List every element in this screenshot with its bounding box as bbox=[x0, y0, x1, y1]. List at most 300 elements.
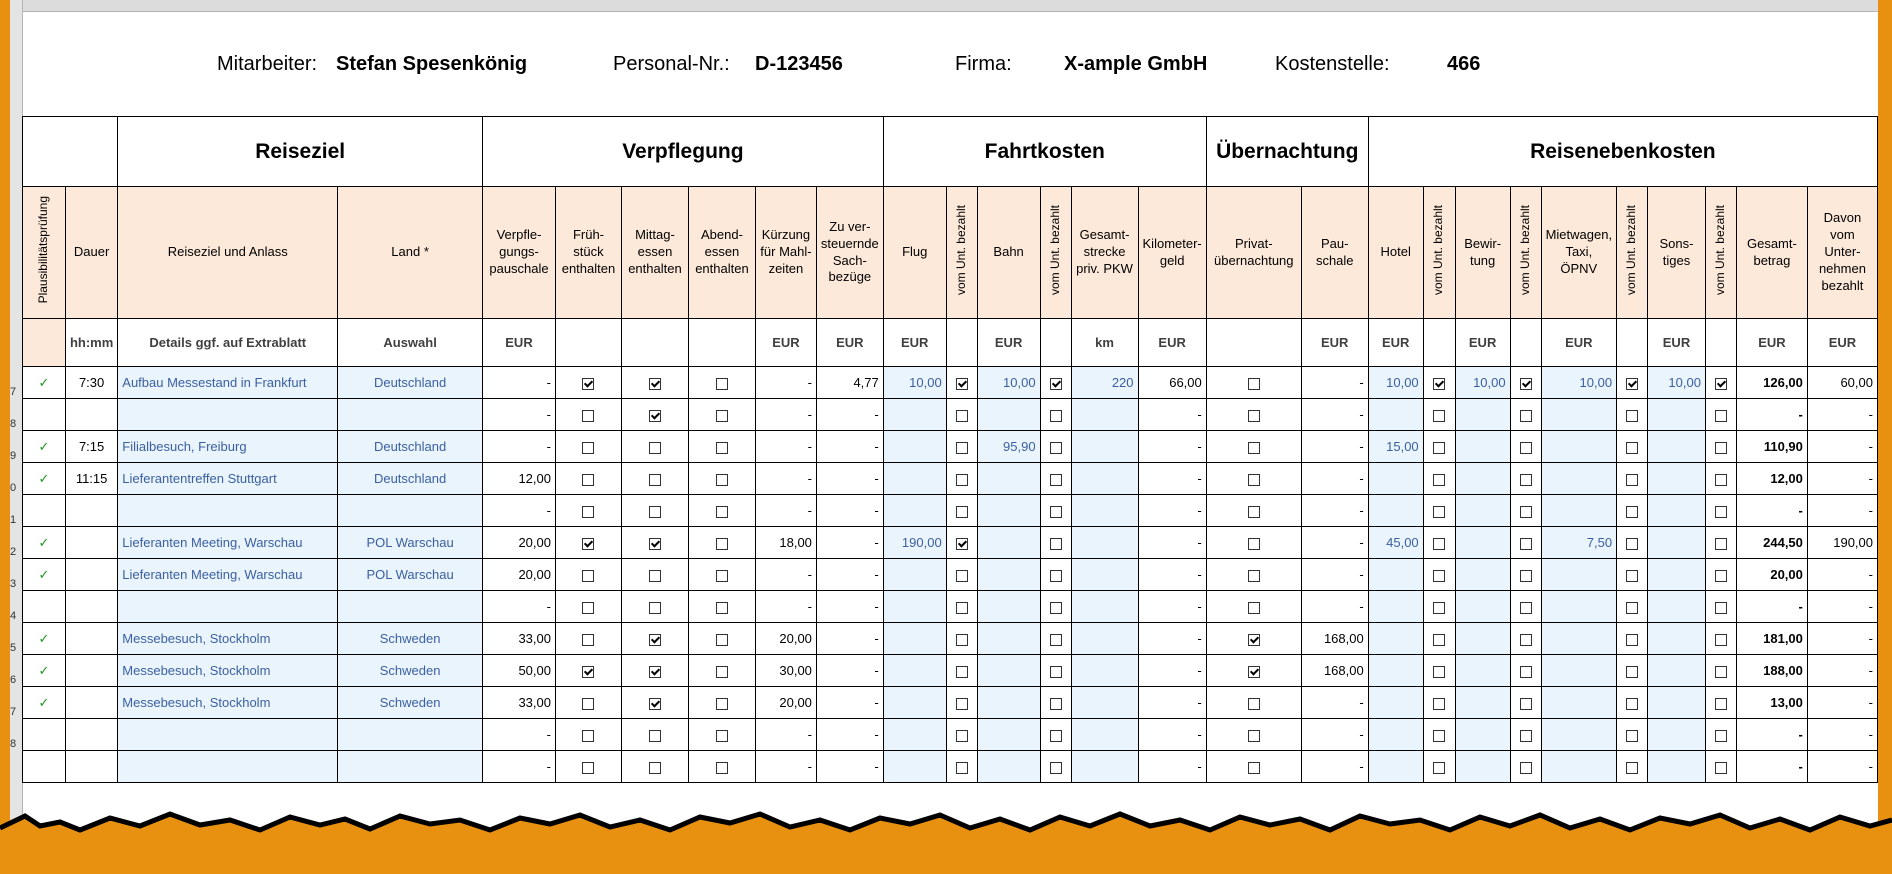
checkbox[interactable] bbox=[649, 634, 661, 646]
checkbox[interactable] bbox=[1248, 538, 1260, 550]
cell-mittag bbox=[621, 719, 688, 751]
cell-bahn[interactable] bbox=[977, 751, 1040, 783]
cell-dauer[interactable] bbox=[65, 623, 117, 655]
cell-dauer[interactable]: 7:15 bbox=[65, 431, 117, 463]
cell-gesamtstrecke[interactable] bbox=[1071, 431, 1138, 463]
checkbox[interactable] bbox=[582, 410, 594, 422]
cell-bewirtung[interactable] bbox=[1455, 751, 1510, 783]
cell-bewirtung[interactable] bbox=[1455, 527, 1510, 559]
cell-mietwagen[interactable] bbox=[1541, 751, 1616, 783]
checkbox[interactable] bbox=[716, 410, 728, 422]
cell-dauer[interactable] bbox=[65, 687, 117, 719]
cell-dauer[interactable] bbox=[65, 399, 117, 431]
checkbox[interactable] bbox=[1433, 602, 1445, 614]
checkbox[interactable] bbox=[582, 474, 594, 486]
checkbox[interactable] bbox=[716, 506, 728, 518]
checkbox[interactable] bbox=[1626, 378, 1638, 390]
cell-dauer[interactable] bbox=[65, 559, 117, 591]
cell-bahn[interactable]: 95,90 bbox=[977, 431, 1040, 463]
checkbox[interactable] bbox=[1520, 378, 1532, 390]
cell-gesamtstrecke[interactable] bbox=[1071, 751, 1138, 783]
cell-reiseziel[interactable]: Messebesuch, Stockholm bbox=[118, 687, 338, 719]
cell-bewirtung[interactable] bbox=[1455, 431, 1510, 463]
cell-reiseziel[interactable]: Messebesuch, Stockholm bbox=[118, 623, 338, 655]
checkbox[interactable] bbox=[716, 666, 728, 678]
cell-bewirtung[interactable] bbox=[1455, 655, 1510, 687]
checkbox[interactable] bbox=[582, 762, 594, 774]
cell-mittag bbox=[621, 399, 688, 431]
checkbox[interactable] bbox=[1050, 666, 1062, 678]
row-number[interactable]: 4 bbox=[10, 609, 17, 622]
cell-flug[interactable] bbox=[883, 463, 946, 495]
cell-reiseziel[interactable] bbox=[118, 495, 338, 527]
checkbox[interactable] bbox=[956, 602, 968, 614]
checkbox[interactable] bbox=[956, 442, 968, 454]
checkbox[interactable] bbox=[649, 378, 661, 390]
cell-flug-paid bbox=[946, 655, 977, 687]
checkbox[interactable] bbox=[1715, 442, 1727, 454]
checkbox[interactable] bbox=[1433, 666, 1445, 678]
checkbox[interactable] bbox=[649, 602, 661, 614]
personnel-number[interactable]: D-123456 bbox=[755, 53, 843, 75]
cell-gesamtbetrag: 181,00 bbox=[1736, 623, 1807, 655]
cell-hotel[interactable] bbox=[1368, 623, 1423, 655]
checkbox[interactable] bbox=[1050, 410, 1062, 422]
cell-sonstiges[interactable] bbox=[1648, 527, 1706, 559]
checkbox[interactable] bbox=[649, 474, 661, 486]
checkbox[interactable] bbox=[1715, 666, 1727, 678]
cell-bewirtung[interactable] bbox=[1455, 623, 1510, 655]
cell-land[interactable] bbox=[338, 751, 483, 783]
cell-mietwagen[interactable] bbox=[1541, 623, 1616, 655]
cell-gesamtstrecke[interactable]: 220 bbox=[1071, 367, 1138, 399]
cell-bewirtung[interactable] bbox=[1455, 687, 1510, 719]
table-row bbox=[23, 687, 1878, 719]
cell-mietwagen-paid bbox=[1617, 623, 1648, 655]
cell-reiseziel[interactable]: Aufbau Messestand in Frankfurt bbox=[118, 367, 338, 399]
cell-bahn[interactable] bbox=[977, 399, 1040, 431]
row-number[interactable]: 1 bbox=[10, 513, 17, 526]
cell-reiseziel[interactable]: Lieferanten Meeting, Warschau bbox=[118, 559, 338, 591]
checkbox[interactable] bbox=[1520, 538, 1532, 550]
cell-flug[interactable] bbox=[883, 751, 946, 783]
checkbox[interactable] bbox=[956, 634, 968, 646]
cell-gesamtstrecke[interactable] bbox=[1071, 719, 1138, 751]
checkbox[interactable] bbox=[1520, 474, 1532, 486]
cell-hotel[interactable] bbox=[1368, 495, 1423, 527]
checkbox[interactable] bbox=[1715, 698, 1727, 710]
cell-sonstiges[interactable] bbox=[1648, 751, 1706, 783]
cell-mietwagen[interactable] bbox=[1541, 399, 1616, 431]
unit-bewirtung: EUR bbox=[1455, 319, 1510, 367]
cell-hotel-paid bbox=[1423, 751, 1455, 783]
checkbox[interactable] bbox=[582, 442, 594, 454]
checkbox[interactable] bbox=[649, 538, 661, 550]
cell-sonstiges[interactable]: 10,00 bbox=[1648, 367, 1706, 399]
checkbox[interactable] bbox=[649, 506, 661, 518]
checkbox[interactable] bbox=[1626, 634, 1638, 646]
row-number[interactable]: 5 bbox=[10, 641, 17, 654]
cell-mietwagen-paid bbox=[1617, 527, 1648, 559]
cell-gesamtstrecke[interactable] bbox=[1071, 463, 1138, 495]
checkbox[interactable] bbox=[1520, 698, 1532, 710]
row-number[interactable]: 6 bbox=[10, 673, 17, 686]
cell-reiseziel[interactable] bbox=[118, 719, 338, 751]
cell-kilometergeld: - bbox=[1138, 495, 1206, 527]
cell-mietwagen[interactable] bbox=[1541, 655, 1616, 687]
cell-bahn[interactable] bbox=[977, 719, 1040, 751]
checkbox[interactable] bbox=[582, 698, 594, 710]
checkbox[interactable] bbox=[956, 570, 968, 582]
cell-dauer[interactable] bbox=[65, 655, 117, 687]
checkbox[interactable] bbox=[1715, 570, 1727, 582]
cell-land[interactable]: Schweden bbox=[338, 623, 483, 655]
cell-bewirtung[interactable] bbox=[1455, 591, 1510, 623]
checkbox[interactable] bbox=[956, 730, 968, 742]
checkbox[interactable] bbox=[1050, 762, 1062, 774]
cell-land[interactable]: Deutschland bbox=[338, 367, 483, 399]
cell-bewirtung[interactable] bbox=[1455, 559, 1510, 591]
checkbox[interactable] bbox=[1248, 762, 1260, 774]
checkbox[interactable] bbox=[1433, 410, 1445, 422]
row-number[interactable]: 7 bbox=[10, 385, 17, 398]
checkbox[interactable] bbox=[1626, 730, 1638, 742]
checkbox[interactable] bbox=[716, 730, 728, 742]
checkbox[interactable] bbox=[1433, 698, 1445, 710]
cell-kuerzung: - bbox=[755, 431, 816, 463]
checkbox[interactable] bbox=[1433, 570, 1445, 582]
checkbox[interactable] bbox=[649, 698, 661, 710]
cell-abend bbox=[688, 431, 755, 463]
checkbox[interactable] bbox=[1050, 698, 1062, 710]
cell-dauer[interactable]: 7:30 bbox=[65, 367, 117, 399]
cell-flug-paid bbox=[946, 527, 977, 559]
checkbox[interactable] bbox=[716, 762, 728, 774]
checkbox[interactable] bbox=[1626, 698, 1638, 710]
cell-dauer[interactable]: 11:15 bbox=[65, 463, 117, 495]
checkbox[interactable] bbox=[1433, 538, 1445, 550]
checkbox[interactable] bbox=[1050, 634, 1062, 646]
cell-flug[interactable] bbox=[883, 655, 946, 687]
cell-gesamtstrecke[interactable] bbox=[1071, 495, 1138, 527]
checkbox[interactable] bbox=[1715, 730, 1727, 742]
checkbox[interactable] bbox=[1520, 570, 1532, 582]
row-number[interactable]: 0 bbox=[10, 481, 17, 494]
cell-reiseziel[interactable]: Lieferanten Meeting, Warschau bbox=[118, 527, 338, 559]
cell-bahn[interactable] bbox=[977, 623, 1040, 655]
cell-hotel[interactable] bbox=[1368, 463, 1423, 495]
cell-abend bbox=[688, 623, 755, 655]
checkbox[interactable] bbox=[1248, 378, 1260, 390]
checkbox[interactable] bbox=[1626, 602, 1638, 614]
cell-mietwagen[interactable] bbox=[1541, 719, 1616, 751]
cell-gesamtstrecke[interactable] bbox=[1071, 687, 1138, 719]
checkbox[interactable] bbox=[956, 378, 968, 390]
checkbox[interactable] bbox=[1050, 570, 1062, 582]
cell-dauer[interactable] bbox=[65, 527, 117, 559]
checkbox[interactable] bbox=[1626, 570, 1638, 582]
cell-mietwagen[interactable]: 10,00 bbox=[1541, 367, 1616, 399]
table-row bbox=[23, 527, 1878, 559]
checkbox[interactable] bbox=[1520, 634, 1532, 646]
cell-hotel[interactable] bbox=[1368, 591, 1423, 623]
checkbox[interactable] bbox=[716, 378, 728, 390]
checkbox[interactable] bbox=[649, 762, 661, 774]
checkbox[interactable] bbox=[1715, 602, 1727, 614]
checkbox[interactable] bbox=[1433, 474, 1445, 486]
cell-fruehstueck bbox=[555, 591, 621, 623]
checkbox[interactable] bbox=[1050, 442, 1062, 454]
checkbox[interactable] bbox=[1248, 666, 1260, 678]
checkbox[interactable] bbox=[1050, 378, 1062, 390]
cell-gesamtstrecke[interactable] bbox=[1071, 559, 1138, 591]
cell-flug[interactable] bbox=[883, 687, 946, 719]
cell-bewirtung[interactable]: 10,00 bbox=[1455, 367, 1510, 399]
checkbox[interactable] bbox=[1520, 762, 1532, 774]
checkbox[interactable] bbox=[1433, 442, 1445, 454]
checkbox[interactable] bbox=[956, 666, 968, 678]
cell-hotel[interactable] bbox=[1368, 751, 1423, 783]
cell-flug[interactable]: 190,00 bbox=[883, 527, 946, 559]
cell-mietwagen[interactable] bbox=[1541, 591, 1616, 623]
cell-sonstiges[interactable] bbox=[1648, 591, 1706, 623]
cell-sonstiges[interactable] bbox=[1648, 655, 1706, 687]
checkbox[interactable] bbox=[649, 666, 661, 678]
checkbox[interactable] bbox=[1248, 698, 1260, 710]
unit-kuerzung: EUR bbox=[755, 319, 816, 367]
checkbox[interactable] bbox=[716, 602, 728, 614]
cell-sonstiges[interactable] bbox=[1648, 719, 1706, 751]
checkbox[interactable] bbox=[1433, 634, 1445, 646]
cell-sonstiges[interactable] bbox=[1648, 687, 1706, 719]
checkbox[interactable] bbox=[582, 378, 594, 390]
cell-bahn[interactable] bbox=[977, 591, 1040, 623]
cell-reiseziel[interactable]: Filialbesuch, Freiburg bbox=[118, 431, 338, 463]
cell-flug[interactable] bbox=[883, 559, 946, 591]
cell-mietwagen[interactable] bbox=[1541, 495, 1616, 527]
cell-hotel[interactable] bbox=[1368, 655, 1423, 687]
cell-dauer[interactable] bbox=[65, 751, 117, 783]
checkbox[interactable] bbox=[1433, 506, 1445, 518]
employee-name[interactable]: Stefan Spesenkönig bbox=[336, 53, 528, 75]
checkbox[interactable] bbox=[956, 506, 968, 518]
cell-gesamtstrecke[interactable] bbox=[1071, 623, 1138, 655]
checkbox[interactable] bbox=[1626, 538, 1638, 550]
checkbox[interactable] bbox=[956, 698, 968, 710]
cell-land[interactable]: POL Warschau bbox=[338, 527, 483, 559]
cell-land[interactable] bbox=[338, 495, 483, 527]
cell-mietwagen[interactable]: 7,50 bbox=[1541, 527, 1616, 559]
plausibility-check-icon bbox=[23, 399, 66, 431]
col-pauschale: Pau-schale bbox=[1301, 187, 1368, 319]
checkbox[interactable] bbox=[1715, 538, 1727, 550]
checkbox[interactable] bbox=[1715, 506, 1727, 518]
cell-hotel[interactable]: 15,00 bbox=[1368, 431, 1423, 463]
cell-flug[interactable] bbox=[883, 719, 946, 751]
cell-sonstiges[interactable] bbox=[1648, 431, 1706, 463]
checkbox[interactable] bbox=[1433, 762, 1445, 774]
row-number[interactable]: 8 bbox=[10, 417, 17, 430]
cell-hotel[interactable] bbox=[1368, 559, 1423, 591]
checkbox[interactable] bbox=[1248, 474, 1260, 486]
checkbox[interactable] bbox=[649, 410, 661, 422]
cell-bahn[interactable] bbox=[977, 559, 1040, 591]
cell-bahn[interactable] bbox=[977, 655, 1040, 687]
cell-gesamtstrecke[interactable] bbox=[1071, 591, 1138, 623]
checkbox[interactable] bbox=[1050, 506, 1062, 518]
checkbox[interactable] bbox=[1248, 570, 1260, 582]
checkbox[interactable] bbox=[716, 442, 728, 454]
cell-gesamtstrecke[interactable] bbox=[1071, 527, 1138, 559]
checkbox[interactable] bbox=[1520, 666, 1532, 678]
row-number[interactable]: 9 bbox=[10, 449, 17, 462]
cell-gesamtbetrag: 244,50 bbox=[1736, 527, 1807, 559]
cell-reiseziel[interactable] bbox=[118, 591, 338, 623]
cell-land[interactable]: Deutschland bbox=[338, 463, 483, 495]
checkbox[interactable] bbox=[1520, 410, 1532, 422]
checkbox[interactable] bbox=[649, 570, 661, 582]
cell-sonstiges[interactable] bbox=[1648, 495, 1706, 527]
cell-land[interactable] bbox=[338, 591, 483, 623]
checkbox[interactable] bbox=[1050, 538, 1062, 550]
checkbox[interactable] bbox=[956, 762, 968, 774]
cell-reiseziel[interactable]: Lieferantentreffen Stuttgart bbox=[118, 463, 338, 495]
checkbox[interactable] bbox=[716, 538, 728, 550]
checkbox[interactable] bbox=[1715, 378, 1727, 390]
cell-bewirtung[interactable] bbox=[1455, 399, 1510, 431]
checkbox[interactable] bbox=[716, 634, 728, 646]
checkbox[interactable] bbox=[1626, 666, 1638, 678]
checkbox[interactable] bbox=[649, 730, 661, 742]
unit-empty bbox=[1206, 319, 1301, 367]
cell-sonstiges[interactable] bbox=[1648, 463, 1706, 495]
cell-hotel[interactable] bbox=[1368, 719, 1423, 751]
cell-land[interactable]: POL Warschau bbox=[338, 559, 483, 591]
checkbox[interactable] bbox=[716, 474, 728, 486]
checkbox[interactable] bbox=[1248, 442, 1260, 454]
cell-bahn[interactable] bbox=[977, 495, 1040, 527]
checkbox[interactable] bbox=[582, 634, 594, 646]
cell-sonstiges[interactable] bbox=[1648, 623, 1706, 655]
cell-bahn[interactable] bbox=[977, 527, 1040, 559]
cell-flug[interactable] bbox=[883, 431, 946, 463]
checkbox[interactable] bbox=[1248, 506, 1260, 518]
checkbox[interactable] bbox=[1520, 730, 1532, 742]
cell-bewirtung[interactable] bbox=[1455, 495, 1510, 527]
cell-hotel[interactable]: 45,00 bbox=[1368, 527, 1423, 559]
checkbox[interactable] bbox=[1433, 730, 1445, 742]
checkbox[interactable] bbox=[1050, 474, 1062, 486]
checkbox[interactable] bbox=[1050, 730, 1062, 742]
spreadsheet bbox=[10, 0, 1878, 855]
checkbox[interactable] bbox=[582, 666, 594, 678]
checkbox[interactable] bbox=[582, 538, 594, 550]
cell-davon: - bbox=[1807, 687, 1877, 719]
checkbox[interactable] bbox=[582, 570, 594, 582]
cell-sonstiges[interactable] bbox=[1648, 399, 1706, 431]
checkbox[interactable] bbox=[1626, 762, 1638, 774]
checkbox[interactable] bbox=[582, 730, 594, 742]
cell-land[interactable] bbox=[338, 399, 483, 431]
cell-mietwagen[interactable] bbox=[1541, 463, 1616, 495]
cell-sonstiges[interactable] bbox=[1648, 559, 1706, 591]
cell-flug[interactable] bbox=[883, 399, 946, 431]
cell-mietwagen[interactable] bbox=[1541, 559, 1616, 591]
checkbox[interactable] bbox=[1520, 506, 1532, 518]
checkbox[interactable] bbox=[649, 442, 661, 454]
cell-dauer[interactable] bbox=[65, 591, 117, 623]
cell-bahn[interactable]: 10,00 bbox=[977, 367, 1040, 399]
checkbox[interactable] bbox=[1626, 474, 1638, 486]
checkbox[interactable] bbox=[582, 602, 594, 614]
cell-mietwagen[interactable] bbox=[1541, 431, 1616, 463]
checkbox[interactable] bbox=[1433, 378, 1445, 390]
company-name[interactable]: X-ample GmbH bbox=[1064, 53, 1208, 75]
cell-mietwagen[interactable] bbox=[1541, 687, 1616, 719]
cell-land[interactable] bbox=[338, 719, 483, 751]
checkbox[interactable] bbox=[1050, 602, 1062, 614]
cell-dauer[interactable] bbox=[65, 719, 117, 751]
cell-reiseziel[interactable] bbox=[118, 399, 338, 431]
cell-gesamtstrecke[interactable] bbox=[1071, 655, 1138, 687]
cell-flug[interactable] bbox=[883, 495, 946, 527]
cell-land[interactable]: Deutschland bbox=[338, 431, 483, 463]
checkbox[interactable] bbox=[956, 474, 968, 486]
cell-hotel[interactable]: 10,00 bbox=[1368, 367, 1423, 399]
checkbox[interactable] bbox=[1626, 506, 1638, 518]
checkbox[interactable] bbox=[956, 410, 968, 422]
costcenter-number[interactable]: 466 bbox=[1447, 53, 1481, 75]
cell-bahn[interactable] bbox=[977, 687, 1040, 719]
checkbox[interactable] bbox=[1626, 442, 1638, 454]
cell-flug[interactable] bbox=[883, 591, 946, 623]
cell-reiseziel[interactable] bbox=[118, 751, 338, 783]
checkbox[interactable] bbox=[582, 506, 594, 518]
cell-reiseziel[interactable]: Messebesuch, Stockholm bbox=[118, 655, 338, 687]
checkbox[interactable] bbox=[716, 698, 728, 710]
cell-bewirtung[interactable] bbox=[1455, 463, 1510, 495]
cell-gesamtstrecke[interactable] bbox=[1071, 399, 1138, 431]
checkbox[interactable] bbox=[1715, 762, 1727, 774]
checkbox[interactable] bbox=[1248, 410, 1260, 422]
cell-dauer[interactable] bbox=[65, 495, 117, 527]
checkbox[interactable] bbox=[1520, 602, 1532, 614]
cell-hotel[interactable] bbox=[1368, 399, 1423, 431]
checkbox[interactable] bbox=[1248, 730, 1260, 742]
checkbox[interactable] bbox=[1248, 602, 1260, 614]
cell-land[interactable]: Schweden bbox=[338, 655, 483, 687]
checkbox[interactable] bbox=[1520, 442, 1532, 454]
row-number[interactable]: 8 bbox=[10, 737, 17, 750]
row-number[interactable]: 3 bbox=[10, 577, 17, 590]
row-number[interactable]: 2 bbox=[10, 545, 17, 558]
cell-hotel[interactable] bbox=[1368, 687, 1423, 719]
checkbox[interactable] bbox=[716, 570, 728, 582]
row-number[interactable]: 7 bbox=[10, 705, 17, 718]
checkbox[interactable] bbox=[1715, 410, 1727, 422]
cell-fruehstueck bbox=[555, 655, 621, 687]
checkbox[interactable] bbox=[956, 538, 968, 550]
cell-bewirtung[interactable] bbox=[1455, 719, 1510, 751]
checkbox[interactable] bbox=[1715, 634, 1727, 646]
checkbox[interactable] bbox=[1715, 474, 1727, 486]
cell-flug[interactable] bbox=[883, 623, 946, 655]
checkbox[interactable] bbox=[1626, 410, 1638, 422]
cell-bahn[interactable] bbox=[977, 463, 1040, 495]
cell-land[interactable]: Schweden bbox=[338, 687, 483, 719]
checkbox[interactable] bbox=[1248, 634, 1260, 646]
cell-flug[interactable]: 10,00 bbox=[883, 367, 946, 399]
